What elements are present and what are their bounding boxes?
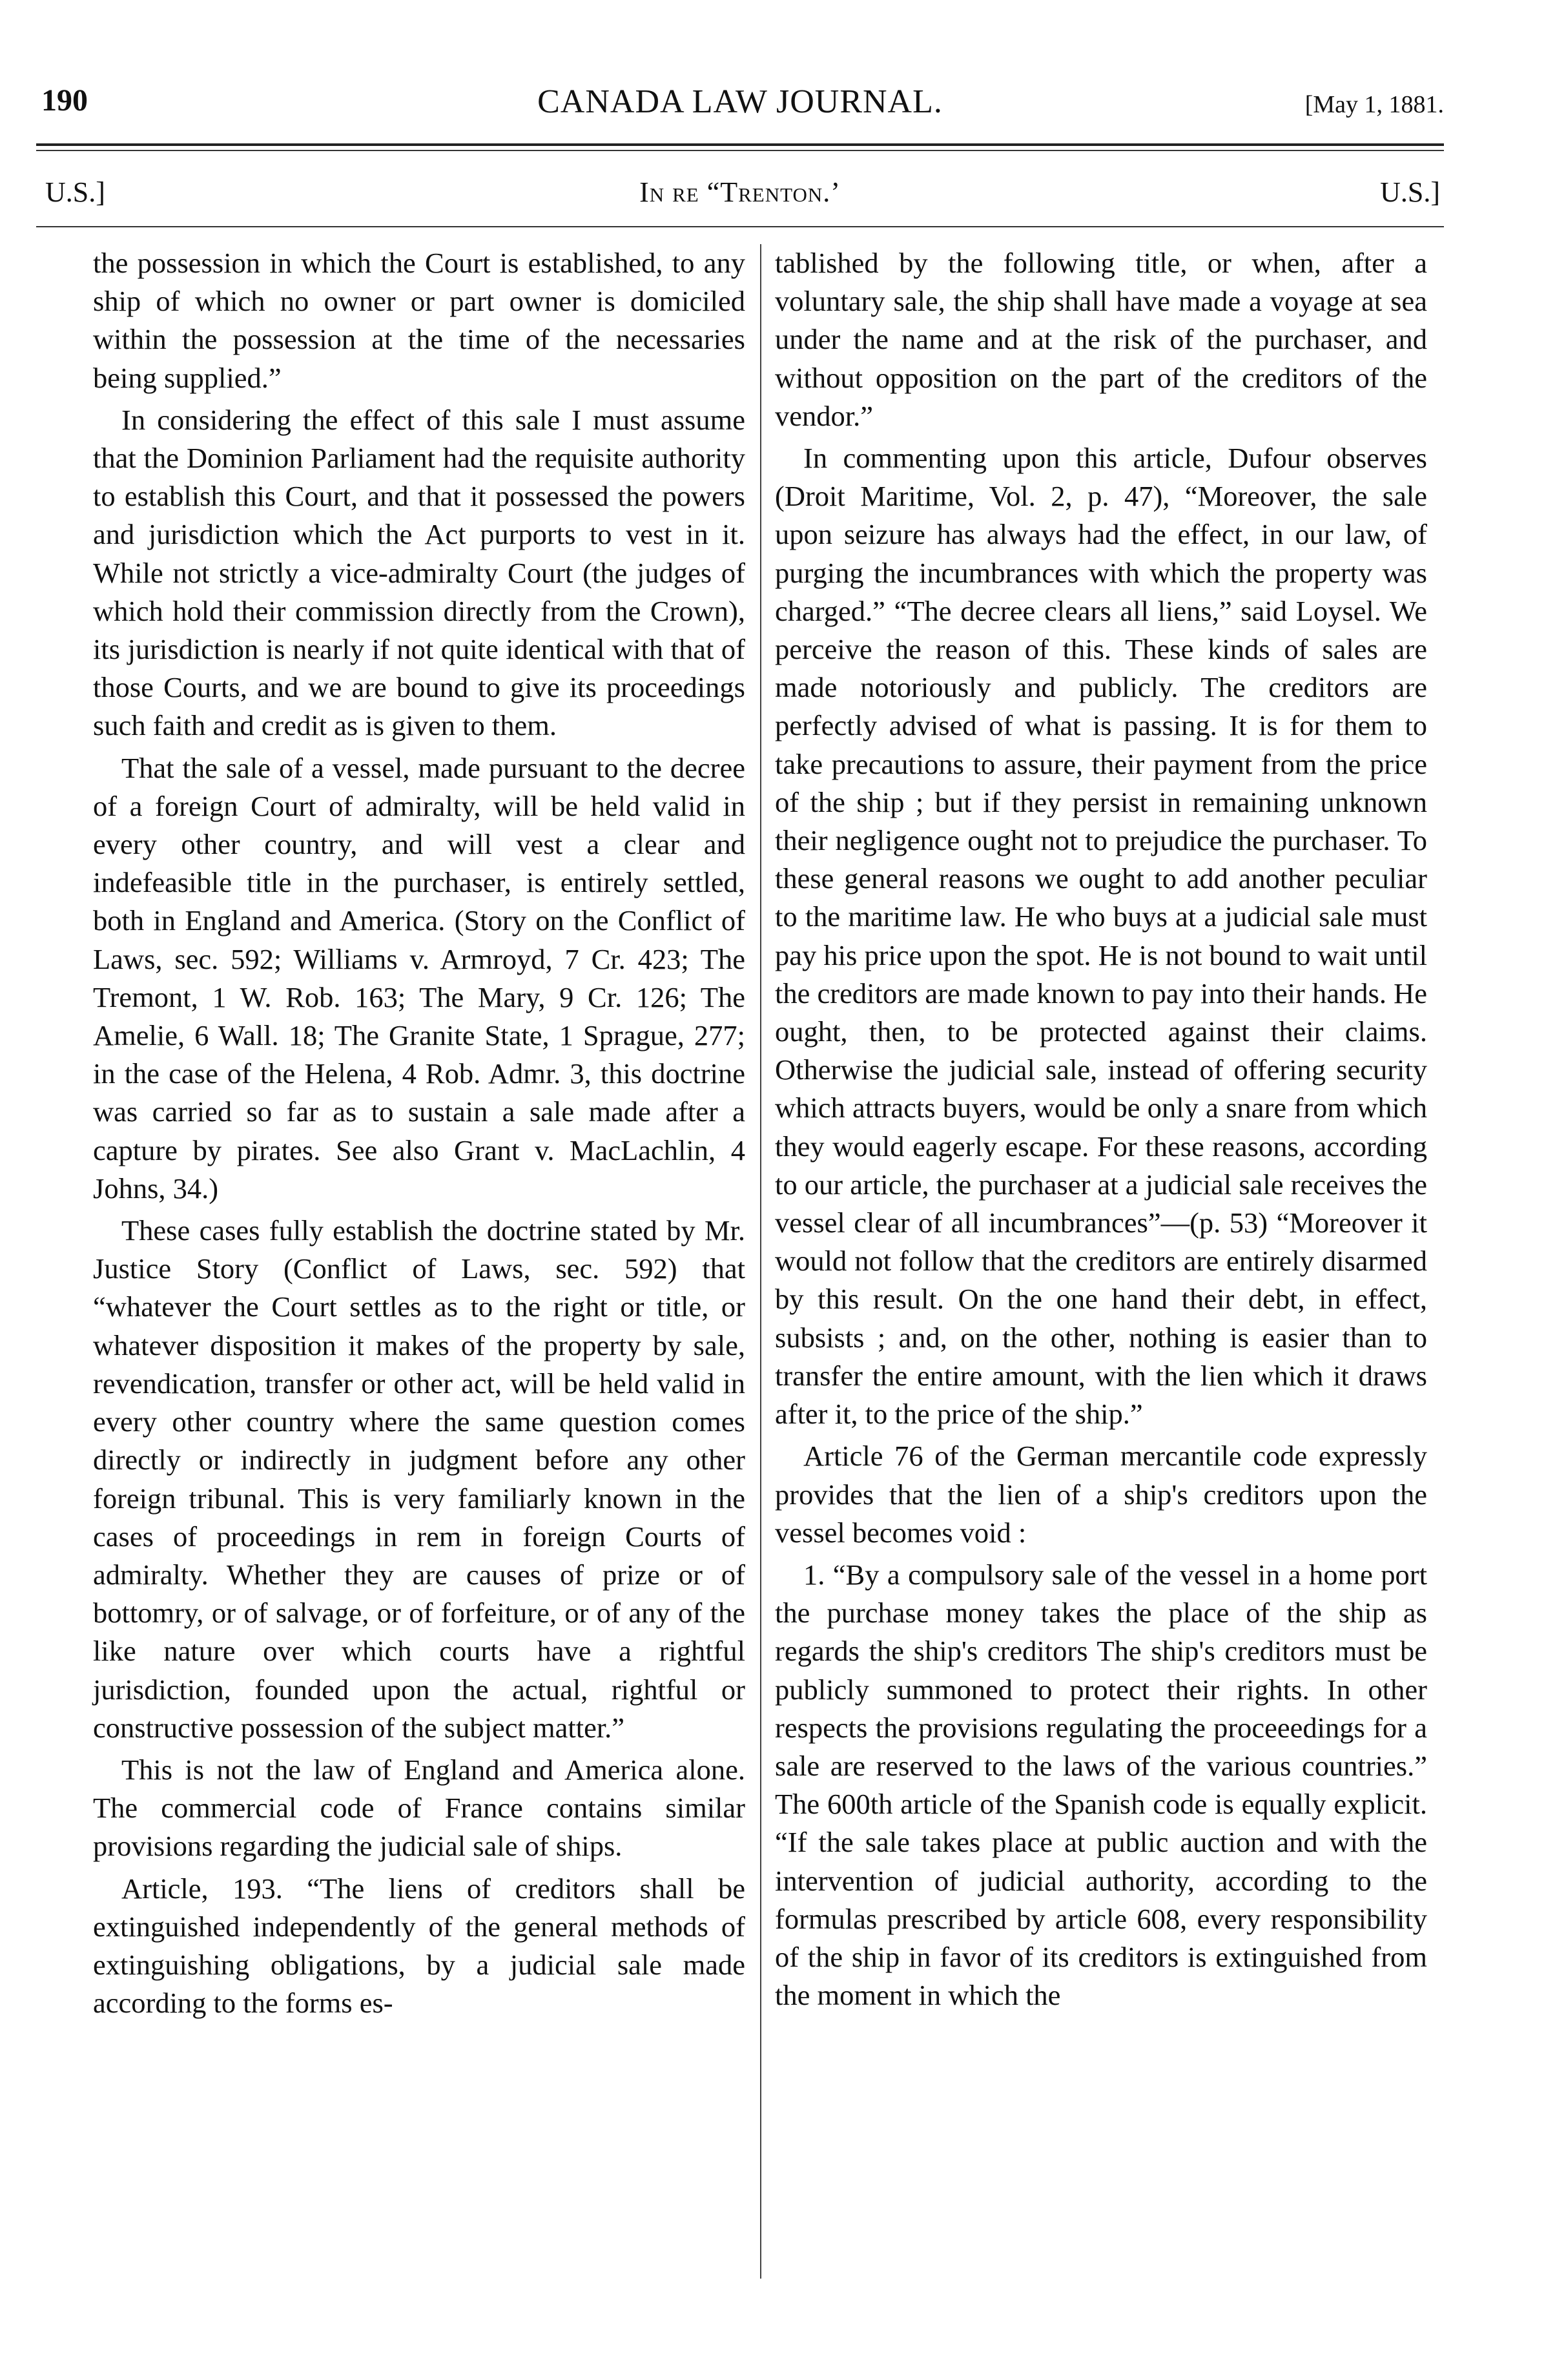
column-divider	[760, 244, 761, 2279]
running-head-right: U.S.]	[1380, 176, 1440, 208]
header-rule-top	[36, 143, 1444, 146]
running-head-left: U.S.]	[45, 176, 105, 208]
header-rule-bottom	[36, 150, 1444, 151]
paragraph: Article 76 of the German mercantile code expressly provides that the lien of a ship's creditors upon the vessel becomes void :	[775, 1440, 1427, 1549]
paragraph: the possession in which the Court is established, to any ship of which no owner or part owner is domiciled within the possession at the time of the necessaries being supplied.”	[93, 247, 745, 394]
left-column	[93, 244, 745, 2026]
paragraph: In considering the effect of this sale I must assume that the Dominion Parliament had the requisite authority to establish this Court, and that it possessed the powers and jurisdiction which the Act purports to vest in it. While not strictly a vice-admiralty Court (the judges of which hold their commission directly from the Crown), its jurisdiction is nearly if not quite identical with that of those Courts, and we are bound to give its proceedings such faith and credit as is given to them.	[93, 403, 745, 742]
running-head-rule	[36, 226, 1444, 227]
right-column	[775, 244, 1427, 2018]
paragraph: 1. “By a compulsory sale of the vessel in a home port the purchase money takes the place of the ship as regards the ship's creditors The ship's creditors must be publicly summoned to protect their rights. In other respects the provisions regulating the proceeedings for a sale are reserved to the laws of the various countries.” The 600th article of the Spanish code is equally explicit. “If the sale takes place at public auction and with the intervention of judicial authority, according to the formulas prescribed by article 608, every responsibility of the ship in favor of its creditors is extinguished from the moment in which the	[775, 1558, 1427, 2012]
running-head-case-title: In re “Trenton.’	[639, 176, 841, 208]
journal-title: CANADA LAW JOURNAL.	[537, 83, 943, 120]
paragraph: That the sale of a vessel, made pursuant to the decree of a foreign Court of admiralty, will be held valid in every other country, and will vest a clear and indefeasible title in the purchaser, is entirely settled, both in England and America. (Story on the Conflict of Laws, sec. 592; Williams v. Armroyd, 7 Cr. 423; The Tremont, 1 W. Rob. 163; The Mary, 9 Cr. 126; The Amelie, 6 Wall. 18; The Granite State, 1 Sprague, 277; in the case of the Helena, 4 Rob. Admr. 3, this doctrine was carried so far as to sustain a sale made after a capture by pirates. See also Grant v. MacLachlin, 4 Johns, 34.)	[93, 751, 745, 1205]
page-header	[36, 83, 1444, 134]
paragraph: In commenting upon this article, Dufour observes (Droit Maritime, Vol. 2, p. 47), “Moreover, the sale upon seizure has always had the effect, in our law, of purging the incumbrances with which the property was charged.” “The decree clears all liens,” said Loysel. We perceive the reason of this. These kinds of sales are made notoriously and publicly. The creditors are perfectly advised of what is passing. It is for them to take precautions to assure, their payment from the price of the ship ; but if they persist in remaining unknown their negligence ought not to prejudice the purchaser. To these general reasons we ought to add another peculiar to the maritime law. He who buys at a judicial sale must pay his price upon the spot. He is not bound to wait until the creditors are made known to pay into their hands. He ought, then, to be protected against their claims. Otherwise the judicial sale, instead of offering security which attracts buyers, would be only a snare from which they would eagerly escape. For these reasons, according to our article, the purchaser at a judicial sale receives the vessel clear of all incumbrances”—(p. 53) “Moreover it would not follow that the creditors are entirely disarmed by this result. On the one hand their debt, in effect, subsists ; and, on the other, nothing is easier than to transfer the entire amount, with the lien which it draws after it, to the price of the ship.”	[775, 442, 1427, 1431]
paragraph: These cases fully establish the doctrine stated by Mr. Justice Story (Conflict of Laws, sec. 592) that “whatever the Court settles as to the right or title, or whatever disposition it makes of the property by sale, revendication, transfer or other act, will be held valid in every other country where the same question comes directly or indirectly in judgment before any other foreign tribunal. This is very familiarly known in the cases of proceedings in rem in foreign Courts of admiralty. Whether they are causes of prize or of bottomry, or of salvage, or of forfeiture, or of any of the like nature over which courts have a rightful jurisdiction, founded upon the actual, rightful or constructive possession of the subject matter.”	[93, 1214, 745, 1744]
paragraph: tablished by the following title, or when, after a voluntary sale, the ship shall have made a voyage at sea under the name and at the risk of the purchaser, and without opposition on the part of the creditors of the vendor.”	[775, 247, 1427, 432]
running-head	[36, 176, 1444, 214]
page-number: 190	[41, 83, 88, 118]
paragraph: This is not the law of England and America alone. The commercial code of France contains similar provisions regarding the judicial sale of ships.	[93, 1753, 745, 1863]
paragraph: Article, 193. “The liens of creditors shall be extinguished independently of the general methods of extinguishing obligations, by a judicial sale made according to the forms es-	[93, 1872, 745, 2020]
issue-date: [May 1, 1881.	[1304, 91, 1444, 118]
